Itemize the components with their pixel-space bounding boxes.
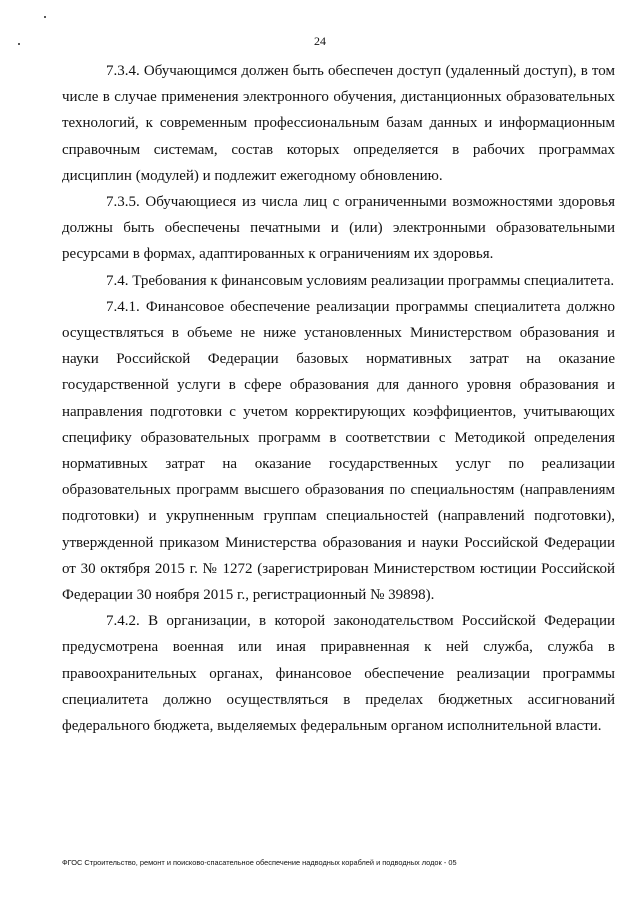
paragraph-7-4: 7.4. Требования к финансовым условиям реализации программы специалитета. <box>106 272 615 289</box>
paragraph-7-3-4: 7.3.4. Обучающимся должен быть обеспечен доступ (удаленный доступ), в том числе в случае применения электронного обучения, дистанционных образовательных технологий, к современным профессиональным базам данных и информационным справочным системам, состав которых определяется в рабочих программах дисциплин (модулей) и подлежит ежегодному обновлению. <box>62 63 615 184</box>
paragraph-7-3-5: 7.3.5. Обучающиеся из числа лиц с ограниченными возможностями здоровья должны быть обеспечены печатными и (или) электронными образовательными ресурсами в формах, адаптированных к ограничениям их здоровья. <box>62 194 615 263</box>
paragraph-7-4-2: 7.4.2. В организации, в которой законодательством Российской Федерации предусмотрена военная или иная приравненная к ней служба, служба в правоохранительных органах, финансовое обеспечение реализации программы специалитета должно осуществляться в пределах бюджетных ассигнований федерального бюджета, выделяемых федеральным органом исполнительной власти. <box>62 613 615 735</box>
document-footer: ФГОС Строительство, ремонт и поисково-спасательное обеспечение надводных кораблей и подводных лодок - 05 <box>62 858 457 867</box>
scan-speck <box>44 16 46 18</box>
document-body <box>62 58 615 739</box>
page-number: 24 <box>314 34 326 48</box>
paragraph-7-4-1: 7.4.1. Финансовое обеспечение реализации программы специалитета должно осуществляться в объеме не ниже установленных Министерством образования и науки Российской Федерации базовых нормативных затрат на оказание государственной услуги в сфере образования для данного уровня образования и направления подготовки с учетом корректирующих коэффициентов, учитывающих специфику образовательных программ в соответствии с Методикой определения нормативных затрат на оказание государственных услуг по реализации образовательных программ высшего образования по специальностям (направлениям подготовки) и укрупненным группам специальностей (направлений подготовки), утвержденной приказом Министерства образования и науки Российской Федерации от 30 октября 2015 г. № 1272 (зарегистрирован Министерством юстиции Российской Федерации 30 ноября 2015 г., регистрационный № 39898). <box>62 298 615 604</box>
